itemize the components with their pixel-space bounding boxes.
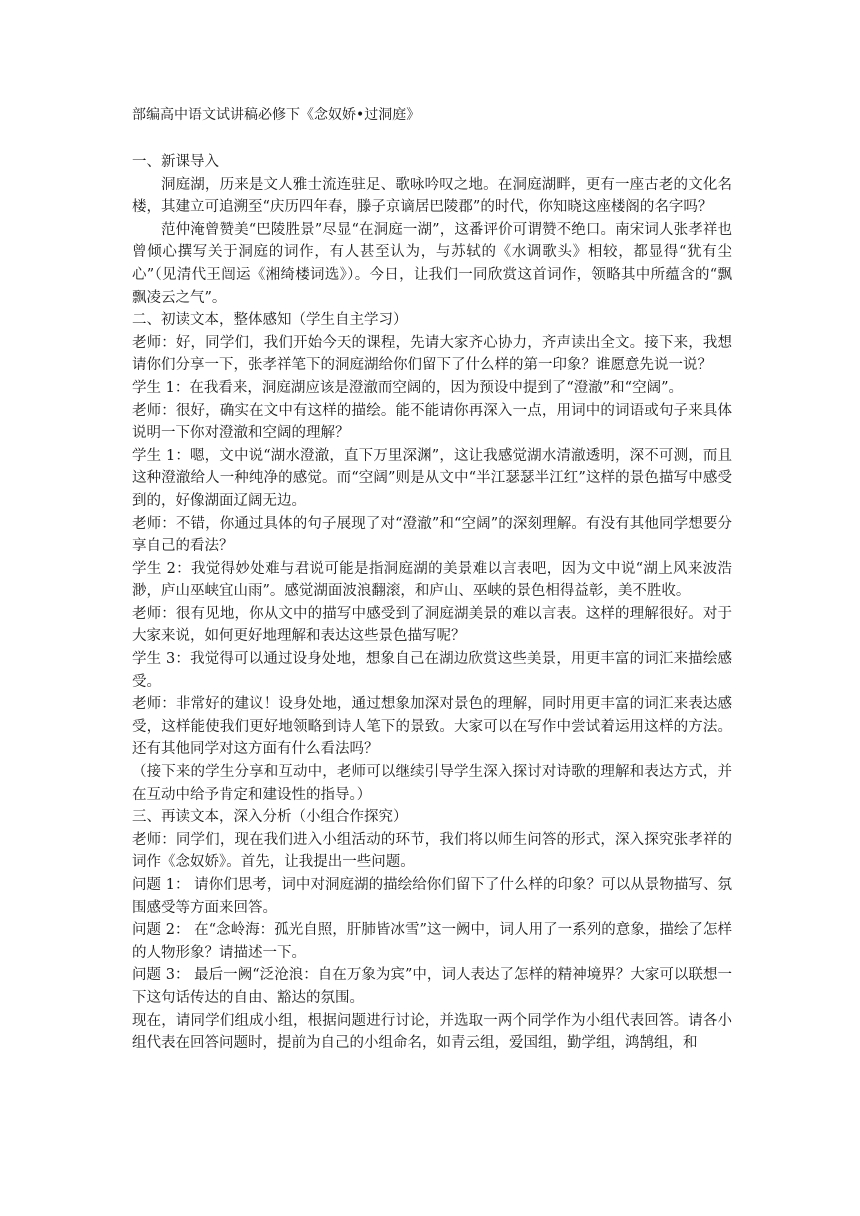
paragraph: 二、初读文本，整体感知（学生自主学习）: [132, 312, 408, 329]
paragraph: 洞庭湖，历来是文人雅士流连驻足、歌咏吟叹之地。在洞庭湖畔，更有一座古老的文化名楼，其建立可追溯至“庆历四年春，滕子京谪居巴陵郡”的时代，你知晓这座楼阁的名字吗？: [132, 176, 732, 216]
paragraph: 问题 3： 最后一阙“泛沧浪：自在万象为宾”中，词人表达了怎样的精神境界？大家可以联想一下这句话传达的自由、豁达的氛围。: [132, 967, 732, 1006]
paragraph: 老师：很有见地，你从文中的描写中感受到了洞庭湖美景的难以言表。这样的理解很好。对于大家来说，如何更好地理解和表达这些景色描写呢？: [132, 605, 732, 645]
paragraph: 老师：同学们，现在我们进入小组活动的环节，我们将以师生问答的形式，深入探究张孝祥的词作《念奴娇》。首先，让我提出一些问题。: [132, 831, 732, 871]
paragraph: 问题 1： 请你们思考，词中对洞庭湖的描绘给你们留下了什么样的印象？可以从景物描写、氛围感受等方面来回答。: [132, 877, 732, 916]
paragraph: 老师：不错，你通过具体的句子展现了对“澄澈”和“空阔”的深刻理解。有没有其他同学想要分享自己的看法？: [132, 515, 732, 555]
paragraph: 范仲淹曾赞美“巴陵胜景”尽显“在洞庭一湖”，这番评价可谓赞不绝口。南宋词人张孝祥也曾倾心撰写关于洞庭的词作，有人甚至认为，与苏轼的《水调歌头》相较，都显得“犹有尘心”（见清代王闿运《湘绮楼词选》）。今日，让我们一同欣赏这首词作，领略其中所蕴含的“飘飘凌云之气”。: [132, 221, 732, 306]
paragraph: 老师：很好，确实在文中有这样的描绘。能不能请你再深入一点，用词中的词语或句子来具体说明一下你对澄澈和空阔的理解？: [132, 402, 732, 442]
paragraph: 三、再读文本，深入分析（小组合作探究）: [132, 809, 408, 826]
document-body: [132, 151, 732, 1055]
paragraph: 一、新课导入: [132, 154, 219, 170]
paragraph: 学生 1：在我看来，洞庭湖应该是澄澈而空阔的，因为预设中提到了“澄澈”和“空阔”。: [132, 379, 683, 396]
paragraph: 老师：好，同学们，我们开始今天的课程，先请大家齐心协力，齐声读出全文。接下来，我想请你们分享一下，张孝祥笔下的洞庭湖给你们留下了什么样的第一印象？谁愿意先说一说？: [132, 334, 732, 374]
paragraph: 问题 2： 在“念岭海：孤光自照，肝肺皆冰雪”这一阙中，词人用了一系列的意象，描绘了怎样的人物形象？请描述一下。: [132, 922, 732, 961]
paragraph: （接下来的学生分享和互动中，老师可以继续引导学生深入探讨对诗歌的理解和表达方式，并在互动中给予肯定和建设性的指导。）: [132, 764, 732, 803]
paragraph: 学生 3：我觉得可以通过设身处地，想象自己在湖边欣赏这些美景，用更丰富的词汇来描绘感受。: [132, 651, 732, 690]
paragraph: 学生 1：嗯，文中说“湖水澄澈，直下万里深渊”，这让我感觉湖水清澈透明，深不可测，而且这种澄澈给人一种纯净的感觉。而“空阔”则是从文中“半江瑟瑟半江红”这样的景色描写中感受到的，好像湖面辽阔无边。: [132, 447, 732, 509]
paragraph: 现在，请同学们组成小组，根据问题进行讨论，并选取一两个同学作为小组代表回答。请各小组代表在回答问题时，提前为自己的小组命名，如青云组，爱国组，勤学组，鸿鹄组，和: [132, 1012, 732, 1052]
paragraph: 学生 2：我觉得妙处难与君说可能是指洞庭湖的美景难以言表吧，因为文中说“湖上风来波浩渺，庐山巫峡宜山雨”。感觉湖面波浪翻滚，和庐山、巫峡的景色相得益彰，美不胜收。: [132, 560, 732, 600]
document-title: 部编高中语文试讲稿必修下《念奴娇•过洞庭》: [132, 107, 421, 123]
paragraph: 老师：非常好的建议！设身处地，通过想象加深对景色的理解，同时用更丰富的词汇来表达感受，这样能使我们更好地领略到诗人笔下的景致。大家可以在写作中尝试着运用这样的方法。还有其他同学对这方面有什么看法吗？: [132, 696, 732, 758]
